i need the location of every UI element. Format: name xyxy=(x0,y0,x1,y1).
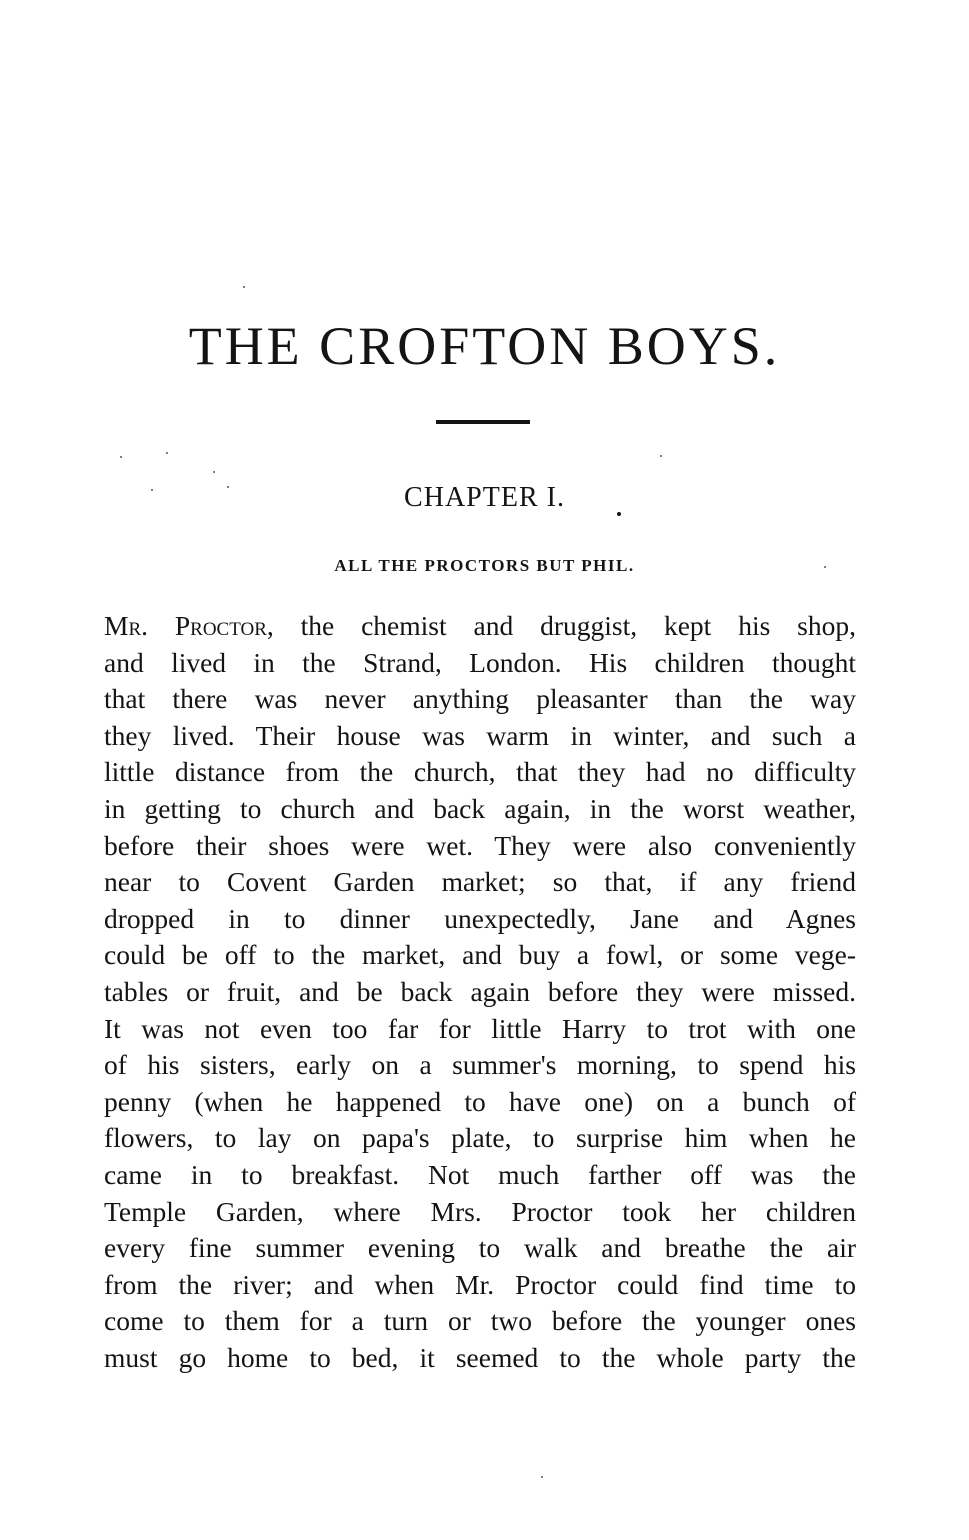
scan-speck xyxy=(213,471,215,473)
body-line: came in to breakfast. Not much farther off was the xyxy=(104,1158,856,1190)
title-divider-rule xyxy=(436,420,530,424)
body-line: penny (when he happened to have one) on a bunch of xyxy=(104,1085,856,1117)
scan-speck xyxy=(824,566,826,568)
scan-speck xyxy=(541,1476,543,1478)
scan-speck xyxy=(227,486,229,488)
scan-speck xyxy=(120,456,122,458)
body-line: Temple Garden, where Mrs. Proctor took her children xyxy=(104,1195,856,1227)
chapter-heading: CHAPTER I. xyxy=(404,482,565,513)
body-line: dropped in to dinner unexpectedly, Jane and Agnes xyxy=(104,902,856,934)
book-title: THE CROFTON BOYS. xyxy=(188,316,781,376)
chapter-body-text xyxy=(104,608,856,1376)
body-line: in getting to church and back again, in the worst weather, xyxy=(104,792,856,824)
body-line: and lived in the Strand, London. His children thought xyxy=(104,646,856,678)
scan-speck xyxy=(660,455,662,457)
body-line: must go home to bed, it seemed to the whole party the xyxy=(104,1341,856,1373)
opening-small-caps: Mr. Proctor, xyxy=(104,610,274,641)
scan-speck xyxy=(243,286,245,288)
body-line: flowers, to lay on papa's plate, to surprise him when he xyxy=(104,1122,856,1154)
scan-speck xyxy=(151,489,153,491)
body-line: of his sisters, early on a summer's morning, to spend his xyxy=(104,1049,856,1081)
chapter-subtitle: ALL THE PROCTORS BUT PHIL. xyxy=(334,556,635,575)
body-line: from the river; and when Mr. Proctor could find time to xyxy=(104,1268,856,1300)
body-line: that there was never anything pleasanter than the way xyxy=(104,683,856,715)
body-line: could be off to the market, and buy a fowl, or some vege- xyxy=(104,939,856,971)
body-line: near to Covent Garden market; so that, if any friend xyxy=(104,866,856,898)
body-line: Mr. Proctor, the chemist and druggist, kept his shop, xyxy=(104,610,856,641)
scan-speck xyxy=(166,452,168,454)
body-line: every fine summer evening to walk and breathe the air xyxy=(104,1232,856,1264)
body-line: little distance from the church, that they had no difficulty xyxy=(104,756,856,788)
body-line: tables or fruit, and be back again before they were missed. xyxy=(104,975,856,1007)
body-line: before their shoes were wet. They were also conveniently xyxy=(104,829,856,861)
body-line: It was not even too far for little Harry to trot with one xyxy=(104,1012,856,1044)
scan-speck xyxy=(617,512,621,516)
body-line: come to them for a turn or two before the younger ones xyxy=(104,1305,856,1337)
body-line: they lived. Their house was warm in winter, and such a xyxy=(104,719,856,751)
